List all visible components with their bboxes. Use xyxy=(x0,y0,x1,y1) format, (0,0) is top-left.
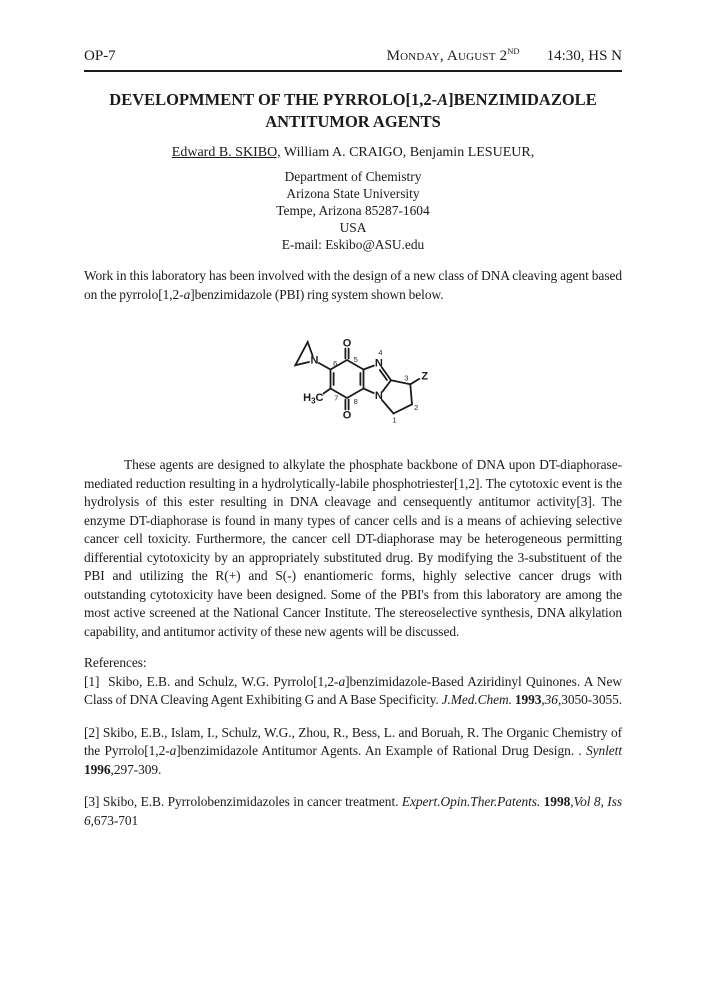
affiliation-city: Tempe, Arizona 85287-1604 xyxy=(276,203,430,218)
affiliation-university: Arizona State University xyxy=(286,186,420,201)
reference-item-2 xyxy=(84,724,622,780)
locant-7: 7 xyxy=(334,393,339,403)
locant-5: 5 xyxy=(353,355,358,364)
molecule-structure xyxy=(286,332,436,432)
session-code: OP-7 xyxy=(84,48,116,64)
atom-label-oxygen-top: O xyxy=(342,337,352,350)
locant-4: 4 xyxy=(378,348,383,357)
text-run: Work in this laboratory has been involved with the design of a new class of DNA cleaving agent based on the pyrrolo[1,2- xyxy=(84,268,622,302)
locant-8: 8 xyxy=(353,396,358,406)
text-run: , xyxy=(570,794,574,809)
abstract-body-paragraph xyxy=(84,456,622,641)
text-run: These agents are designed to alkylate the phosphate backbone of DNA upon DT-diaphorase-mediated reduction resulting in a hydrolytically-labile phosphotriester[1,2]. The cytotoxic event is the hydrolysis of this ester resulting in DNA cleavage and censequently antitumor activity[3]. The enzyme DT-diaphorase is found in many types of cancer cells and is a means of achieving selective cancer cell toxicity. Furthermore, the cancer cell DT-diaphorase may be heterogeneous permitting differential cytotoxicity by an appropriately substituted drug. By modifying the 3-substituent of the PBI and utilizing the R(+) and S(-) enantiomeric forms, highly selective cancer drugs with outstanding cytotoxicity have been designed. Some of the PBI's from this laboratory are among the most active screened at the National Cancer Institute. The stereoselective synthesis, DNA alkylation capability, and antitumor activity of these new agents will be discussed. xyxy=(84,457,622,639)
references-section xyxy=(84,654,622,830)
text-run: Expert.Opin.Ther.Patents. xyxy=(401,794,541,809)
substituent-label-z: Z xyxy=(421,370,429,383)
text-run: William A. CRAIGO, Benjamin LESUEUR, xyxy=(280,145,535,160)
text-run: DEVELOPMMENT OF THE PYRROLO[1,2- xyxy=(109,90,438,109)
text-run: [3] Skibo, E.B. Pyrrolobenzimidazoles in cancer treatment. xyxy=(84,794,402,809)
text-run: ,673-701 xyxy=(90,812,139,828)
text-run: Synlett xyxy=(585,743,622,758)
locant-1: 1 xyxy=(392,415,397,425)
text-run: , xyxy=(541,692,545,707)
atom-label-n4: N xyxy=(374,357,383,370)
text-run: ,3050-3055. xyxy=(557,692,623,707)
intro-paragraph xyxy=(84,267,622,304)
locant-6: 6 xyxy=(333,359,338,368)
text-run: a xyxy=(338,673,346,689)
atom-label-oxygen-bottom: O xyxy=(342,409,352,422)
text-run: [2] Skibo, E.B., Islam, I., Schulz, W.G., Zhou, R., Bess, L. and Boruah, R. The Organic Chemistry of the Pyrrolo[1,2- xyxy=(84,724,622,758)
session-date: Monday, August 2 xyxy=(386,48,508,64)
session-time-room: 14:30, HS N xyxy=(546,48,622,64)
references-heading: References: xyxy=(84,655,147,670)
text-run: 1998 xyxy=(543,794,571,809)
text-run: ]benzimidazole-Based Aziridinyl Quinones. A New Class of DNA Cleaving Agent Exhibiting G and A Base Specificity. xyxy=(84,673,623,707)
text-run: J.Med.Chem. xyxy=(441,692,512,707)
locant-3: 3 xyxy=(404,373,409,383)
reference-item-1 xyxy=(84,673,622,710)
text-run: ]benzimidazole Antitumor Agents. An Example of Rational Drug Design. . xyxy=(176,743,586,758)
text-run: ]benzimidazole (PBI) ring system shown below. xyxy=(190,286,444,302)
affiliation-country: USA xyxy=(339,220,367,235)
text-run: 1996 xyxy=(84,761,111,777)
session-datetime xyxy=(387,46,622,65)
text-run: ,297-309. xyxy=(110,761,162,777)
date-ordinal-suffix: ND xyxy=(507,46,520,56)
affiliation-department: Department of Chemistry xyxy=(284,169,422,184)
text-run: a xyxy=(183,286,191,302)
atom-label-n9: N xyxy=(374,389,383,402)
text-run: A xyxy=(437,90,449,109)
methyl-group-label: $H_3C$ xyxy=(303,391,324,405)
text-run: ]BENZIMIDAZOLE ANTITUMOR AGENTS xyxy=(265,90,597,131)
text-run: a xyxy=(169,743,177,758)
text-run: Edward B. SKIBO, xyxy=(171,145,281,160)
authors-line xyxy=(84,144,622,162)
header-rule xyxy=(84,70,622,72)
text-run: [1] Skibo, E.B. and Schulz, W.G. Pyrrolo[1,2- xyxy=(84,673,339,689)
page-header xyxy=(84,46,622,65)
atom-label-aziridine-nitrogen: N xyxy=(310,354,319,367)
affiliation-email: E-mail: Eskibo@ASU.edu xyxy=(281,237,425,252)
locant-2: 2 xyxy=(414,403,419,412)
affiliation-block xyxy=(84,168,622,253)
text-run: 1993 xyxy=(514,692,542,707)
molecule-figure xyxy=(84,332,622,432)
abstract-title xyxy=(92,89,614,133)
text-run: Vol 8, Iss 6 xyxy=(84,794,622,828)
reference-item-3 xyxy=(84,793,622,830)
text-run: 36 xyxy=(544,692,558,707)
atom-labels xyxy=(303,338,428,422)
